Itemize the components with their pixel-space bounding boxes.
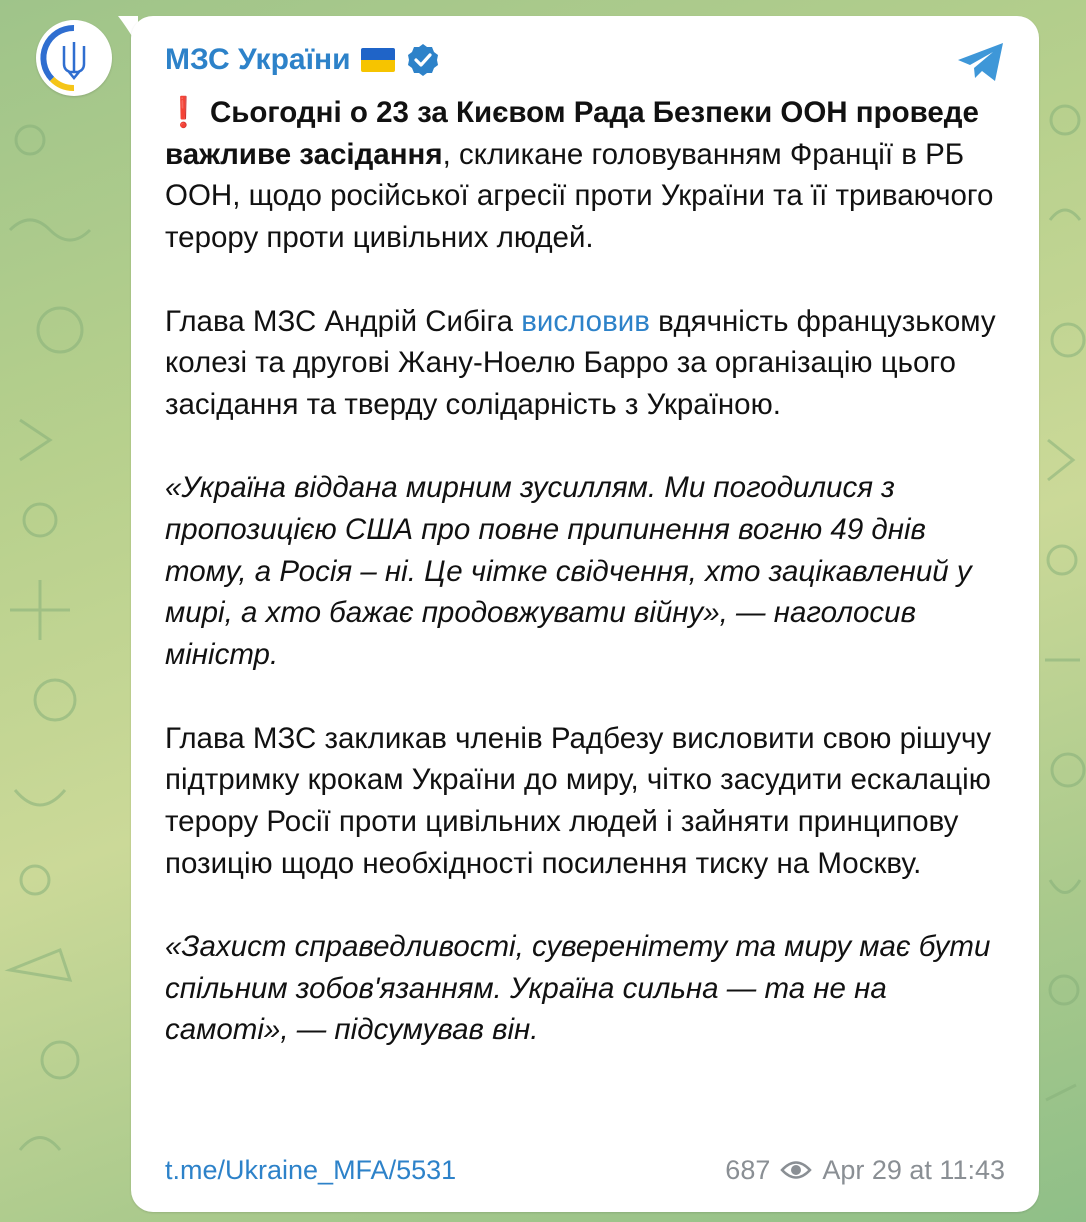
inline-link[interactable]: висловив bbox=[521, 304, 650, 338]
quote-2: «Захист справедливості, суверенітету та миру має бути спільним зобов'язанням. Україна сильна — та не на самоті», — підсумував він. bbox=[165, 930, 991, 1047]
ukraine-flag-icon bbox=[361, 48, 395, 72]
paragraph-1-rest: , скликане головуванням Франції в РБ ООН, щодо російської агресії проти України та її триваючого терору проти цивільних людей. bbox=[165, 137, 994, 255]
paragraph-2 bbox=[165, 301, 1015, 426]
channel-name[interactable]: МЗС України bbox=[165, 43, 351, 76]
paragraph-2-before: Глава МЗС Андрій Сибіга bbox=[165, 304, 522, 338]
message-meta bbox=[725, 1155, 1005, 1186]
paragraph-1 bbox=[165, 92, 1015, 259]
trident-logo-icon bbox=[38, 22, 110, 94]
bold-headline: Сьогодні о 23 за Києвом Рада Безпеки ООН проведе важливе засідання bbox=[165, 96, 979, 171]
timestamp: Apr 29 at 11:43 bbox=[822, 1154, 1005, 1185]
paragraph-2-after: вдячність французькому колезі та другові Жану-Ноелю Барро за організацію цього засідання та тверду солідарність з Україною. bbox=[165, 304, 996, 421]
channel-avatar[interactable] bbox=[36, 20, 112, 96]
post-link[interactable]: t.me/Ukraine_MFA/5531 bbox=[165, 1154, 457, 1185]
message-bubble bbox=[131, 16, 1039, 1212]
view-count: 687 bbox=[725, 1154, 771, 1185]
quote-1: «Україна віддана мирним зусиллям. Ми погодилися з пропозицією США про повне припинення вогню 49 днів тому, а Росія – ні. Це чітке свідчення, хто зацікавлений у мирі, а хто бажає продовжувати війну», — наголосив міністр. bbox=[165, 471, 972, 672]
message-footer bbox=[165, 1152, 1005, 1188]
eye-icon bbox=[780, 1159, 812, 1181]
paragraph-4: Глава МЗС закликав членів Радбезу висловити свою рішучу підтримку крокам України до миру, чітко засудити ескалацію терору Росії проти цивільних людей і зайняти принципову позицію щодо необхідності посилення тиску на Москву. bbox=[165, 721, 992, 880]
verified-badge-icon bbox=[405, 42, 441, 78]
exclamation-icon: ❗ bbox=[165, 96, 202, 129]
telegram-share-icon[interactable] bbox=[955, 40, 1007, 84]
message-header bbox=[165, 38, 441, 82]
message-text bbox=[165, 92, 1015, 1051]
